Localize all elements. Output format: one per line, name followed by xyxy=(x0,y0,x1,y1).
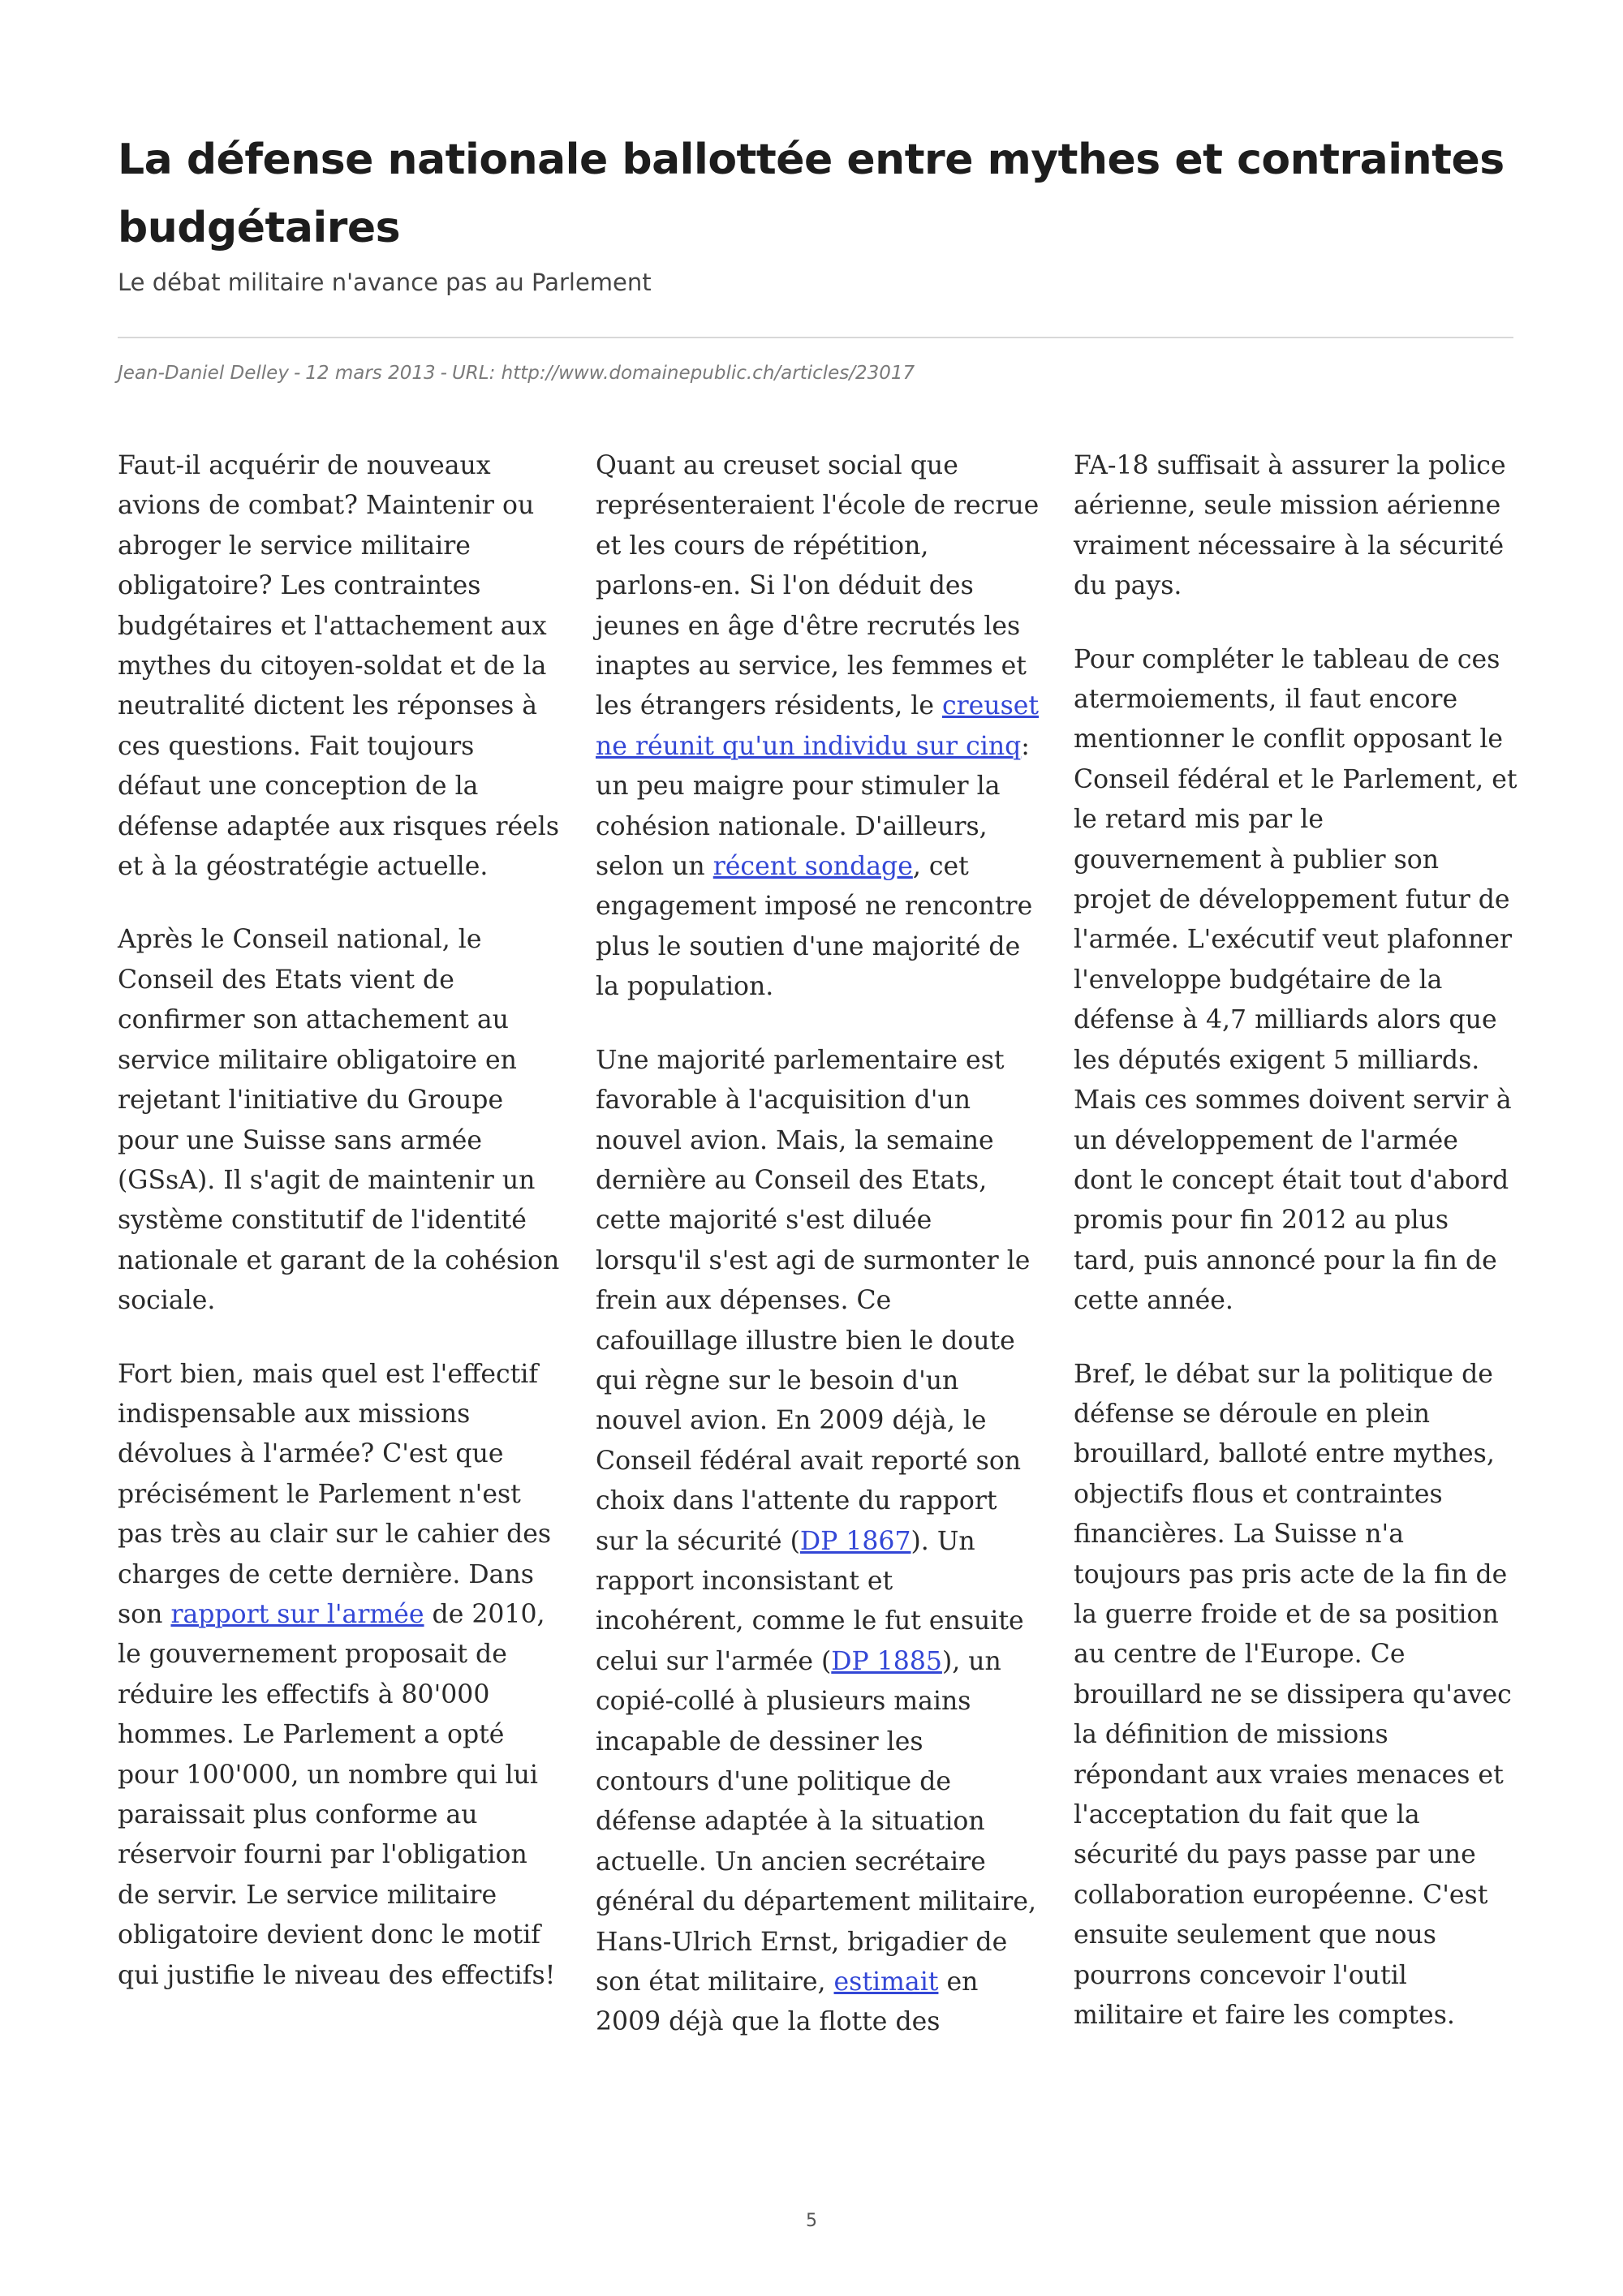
text-column-1 xyxy=(118,446,562,2029)
link-creuset[interactable]: creuset ne réunit qu'un individu sur cinq xyxy=(596,691,1040,761)
header-divider xyxy=(118,337,1513,338)
paragraph: Après le Conseil national, le Conseil des Etats vient de confirmer son attachement au service militaire obligatoire en rejetant l'initiative du Groupe pour une Suisse sans armée (GSsA). Il s'agit de maintenir un système constitutif de l'identité nationale et garant de la cohésion sociale. xyxy=(118,925,560,1316)
paragraph: Quant au creuset social que représenteraient l'école de recrue et les cours de répétition, parlons-en. Si l'on déduit des jeunes en âge d'être recrutés les inaptes au service, les femmes et les étrangers résidents, le creuset ne réunit qu'un individu sur cinq: un peu maigre pour stimuler la cohésion nationale. D'ailleurs, selon un récent sondage, cet engagement imposé ne rencontre plus le soutien d'une majorité de la population. xyxy=(596,451,1040,1002)
paragraph: Fort bien, mais quel est l'effectif indispensable aux missions dévolues à l'armée? C'est que précisément le Parlement n'est pas très au clair sur le cahier des charges de cette dernière. Dans son rapport sur l'armée de 2010, le gouvernement proposait de réduire les effectifs à 80'000 hommes. Le Parlement a opté pour 100'000, un nombre qui lui paraissait plus conforme au réservoir fourni par l'obligation de servir. Le service militaire obligatoire devient donc le motif qui justifie le niveau des effectifs! xyxy=(118,1359,556,1990)
article-subtitle: Le débat militaire n'avance pas au Parlement xyxy=(118,269,652,296)
link-sondage[interactable]: récent sondage xyxy=(712,852,913,882)
paragraph: Une majorité parlementaire est favorable à l'acquisition d'un nouvel avion. Mais, la semaine dernière au Conseil des Etats, cette majorité s'est diluée lorsqu'il s'est agi de surmonter le frein aux dépenses. Ce cafouillage illustre bien le doute qui règne sur le besoin d'un nouvel avion. En 2009 déjà, le Conseil fédéral avait reporté son choix dans l'attente du rapport sur la sécurité (DP 1867). Un rapport inconsistant et incohérent, comme le fut ensuite celui sur l'armée (DP 1885), un copié-collé à plusieurs mains incapable de dessiner les contours d'une politique de défense adaptée à la situation actuelle. Un ancien secrétaire général du département militaire, Hans-Ulrich Ernst, brigadier de son état militaire, estimait en 2009 déjà que la flotte des xyxy=(596,1045,1037,2037)
text-column-3 xyxy=(1074,446,1518,2069)
link-dp-1867[interactable]: DP 1867 xyxy=(799,1526,911,1556)
byline-url-label: URL: xyxy=(451,363,496,384)
paragraph: Bref, le débat sur la politique de défense se déroule en plein brouillard, balloté entre mythes, objectifs flous et contraintes financières. La Suisse n'a toujours pas pris acte de la fin de la guerre froide et de sa position au centre de l'Europe. Ce brouillard ne se dissipera qu'avec la définition de missions répondant aux vraies menaces et l'acceptation du fait que la sécurité du pays passe par une collaboration européenne. C'est ensuite seulement que nous pourrons concevoir l'outil militaire et faire les comptes. xyxy=(1074,1359,1512,2031)
link-dp-1885[interactable]: DP 1885 xyxy=(831,1646,942,1676)
paragraph: Pour compléter le tableau de ces atermoiements, il faut encore mentionner le conflit opposant le Conseil fédéral et le Parlement, et le retard mis par le gouvernement à publier son projet de développement futur de l'armée. L'exécutif veut plafonner l'enveloppe budgétaire de la défense à 4,7 milliards alors que les députés exigent 5 milliards. Mais ces sommes doivent servir à un développement de l'armée dont le concept était tout d'abord promis pour fin 2012 au plus tard, puis annoncé pour la fin de cette année. xyxy=(1074,644,1518,1316)
text-column-2 xyxy=(596,446,1040,2076)
page-number: 5 xyxy=(806,2211,817,2231)
paragraph: Faut-il acquérir de nouveaux avions de combat? Maintenir ou abroger le service militaire obligatoire? Les contraintes budgétaires et l'attachement aux mythes du citoyen-soldat et de la neutralité dictent les réponses à ces questions. Fait toujours défaut une conception de la défense adaptée aux risques réels et à la géostratégie actuelle. xyxy=(118,451,560,882)
link-estimait[interactable]: estimait xyxy=(833,1967,939,1997)
byline-author: Jean-Daniel Delley xyxy=(118,363,289,384)
byline-url: http://www.domainepublic.ch/articles/23017 xyxy=(501,363,915,384)
paragraph: FA-18 suffisait à assurer la police aérienne, seule mission aérienne vraiment nécessaire à la sécurité du pays. xyxy=(1074,451,1506,601)
link-rapport-armee[interactable]: rapport sur l'armée xyxy=(170,1599,424,1629)
byline: Jean-Daniel Delley - 12 mars 2013 - URL: http://www.domainepublic.ch/articles/23017 xyxy=(118,363,915,384)
byline-date: 12 mars 2013 xyxy=(305,363,436,384)
article-title: La défense nationale ballottée entre mythes et contraintes budgétaires xyxy=(118,135,1505,252)
